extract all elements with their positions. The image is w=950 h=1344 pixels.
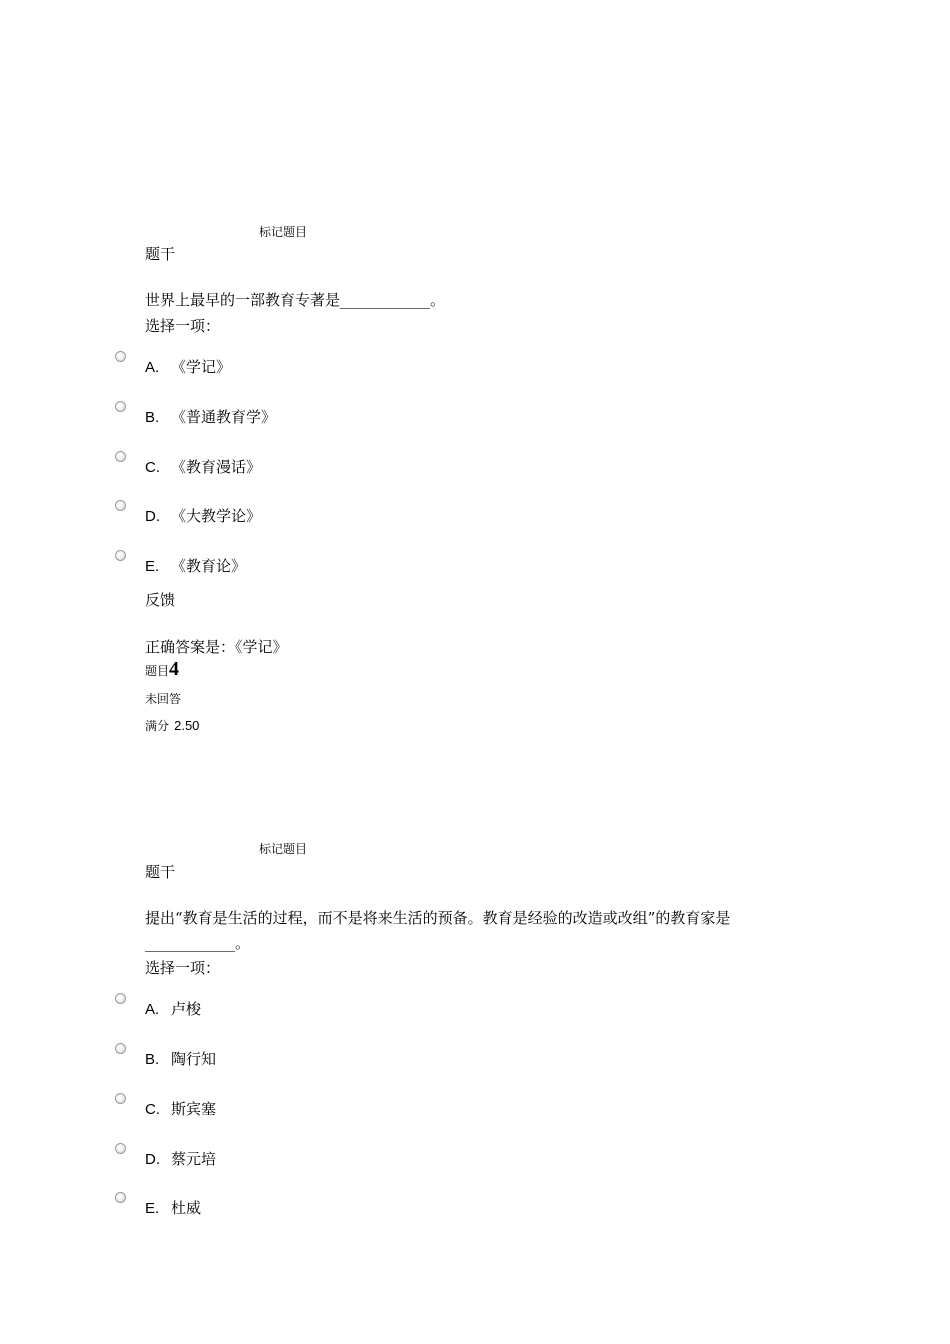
option-text: 斯宾塞 [171,1100,217,1118]
flag-question-link[interactable]: 标记题目 [259,842,308,856]
score-value: 2.50 [174,718,200,733]
option-d-radio[interactable] [115,500,126,511]
question-number-label: 题目 [145,664,170,678]
option-text: 《教育漫话》 [171,458,262,476]
option-c-radio[interactable] [115,451,126,462]
feedback-label: 反馈 [145,591,176,609]
question-text-line1: 提出“教育是生活的过程，而不是将来生活的预备。教育是经验的改造或改组”的教育家是 [145,909,731,927]
option-b[interactable] [145,406,276,427]
option-letter: A. [145,1001,160,1018]
option-letter: E. [145,1200,160,1217]
option-c[interactable] [145,456,261,477]
option-c[interactable] [145,1098,216,1119]
option-a-radio[interactable] [115,351,126,362]
option-letter: A. [145,359,160,376]
option-c-radio[interactable] [115,1093,126,1104]
flag-question-link[interactable]: 标记题目 [259,225,308,239]
question-text-line2: ____________。 [145,934,251,952]
option-e[interactable] [145,555,246,576]
option-d[interactable] [145,505,261,526]
score-info [145,715,199,734]
option-text: 蔡元培 [171,1150,217,1168]
option-d[interactable] [145,1148,216,1169]
option-text: 《普通教育学》 [171,408,277,426]
answer-status: 未回答 [145,692,182,706]
question-text: 世界上最早的一部教育专著是____________。 [145,291,446,309]
option-b-radio[interactable] [115,401,126,412]
select-one-instruction: 选择一项： [145,959,221,977]
option-letter: B. [145,409,160,426]
option-letter: C. [145,1101,160,1118]
option-letter: C. [145,459,160,476]
question-number: 4 [169,658,180,680]
option-text: 《教育论》 [171,557,247,575]
option-text: 《大教学论》 [171,507,262,525]
select-one-instruction: 选择一项： [145,317,221,335]
question-number-block [145,658,179,681]
option-d-radio[interactable] [115,1143,126,1154]
option-a[interactable] [145,356,231,377]
correct-answer-text: 正确答案是：《学记》 [145,638,288,656]
option-text: 杜威 [171,1199,202,1217]
option-b-radio[interactable] [115,1043,126,1054]
option-letter: E. [145,558,160,575]
option-text: 陶行知 [171,1050,217,1068]
option-letter: B. [145,1051,160,1068]
option-text: 卢梭 [171,1000,202,1018]
option-text: 《学记》 [171,358,232,376]
option-b[interactable] [145,1048,216,1069]
option-letter: D. [145,1151,160,1168]
option-letter: D. [145,508,160,525]
question-stem-label: 题干 [145,863,176,881]
option-a-radio[interactable] [115,993,126,1004]
option-a[interactable] [145,998,201,1019]
option-e-radio[interactable] [115,1192,126,1203]
question-stem-label: 题干 [145,245,176,263]
option-e[interactable] [145,1197,201,1218]
score-label: 满分 [145,719,170,733]
option-e-radio[interactable] [115,550,126,561]
